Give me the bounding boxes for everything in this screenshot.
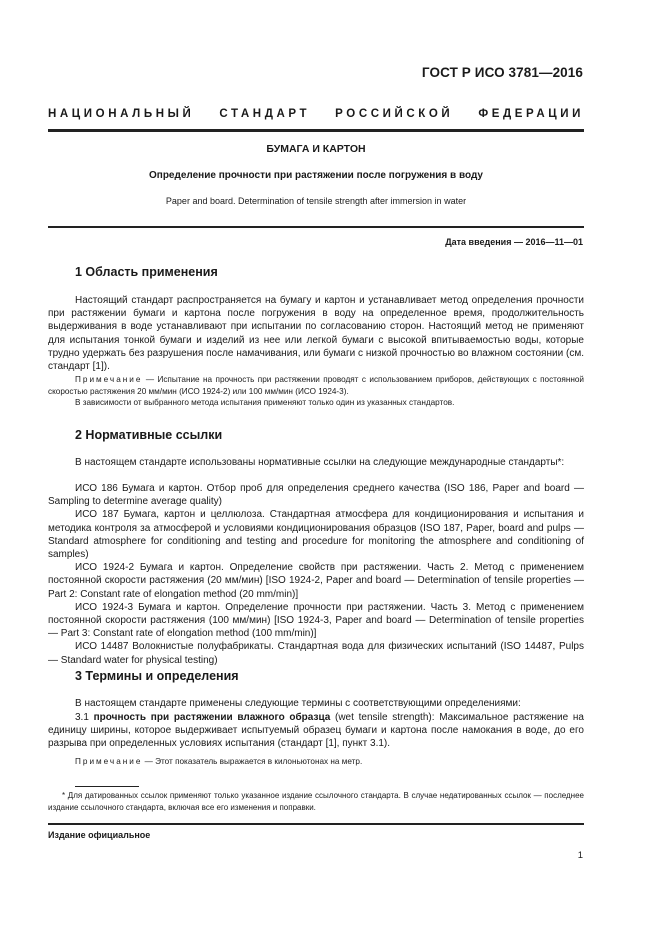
- header-divider: [48, 129, 584, 132]
- document-title-english: Paper and board. Determination of tensile strength after immersion in water: [165, 196, 467, 206]
- footnote-separator: [75, 786, 139, 787]
- section-2-heading: 2 Нормативные ссылки: [75, 428, 223, 442]
- reference-list: [48, 482, 584, 667]
- national-standard-banner: [48, 108, 584, 120]
- section-1-note-continued: В зависимости от выбранного метода испытания применяют только один из указанных стандартов.: [75, 398, 455, 407]
- banner-word: СТАНДАРТ: [219, 108, 311, 120]
- term-name: прочность при растяжении влажного образца: [93, 712, 331, 723]
- section-3-note: [48, 756, 584, 768]
- document-subtitle: Определение прочности при растяжении после погружения в воду: [149, 170, 483, 181]
- official-edition-label: Издание официальное: [48, 830, 151, 840]
- term-definition-text: (wet tensile strength): Максимальное растяжение на единицу ширины, которое выдерживает испытуемый образец бумаги и картона после намокания в воде, до его разрыва при определенных условиях испытания (стандарт [1], пункт 3.1).: [48, 712, 584, 750]
- reference-item: ИСО 1924-2 Бумага и картон. Определение свойств при растяжении. Часть 2. Метод с применением постоянной скорости растяжения (20 мм/мин) [ISO 1924-2, Paper and board — Determination of tensile properties — Part 2: Constant rate of elongation method (20 mm/min)]: [48, 562, 584, 600]
- section-1-note: [48, 374, 584, 398]
- term-definition: [48, 711, 584, 751]
- section-1-heading: 1 Область применения: [75, 265, 218, 279]
- reference-item: ИСО 187 Бумага, картон и целлюлоза. Стандартная атмосфера для кондиционирования и испытания и методика контроля за атмосферой и условиями кондиционирования образцов (ISO 187, Paper, board and pulps — Standard atmosphere for conditioning and testing and procedure for monitoring the atmosphere and conditioning of samples): [48, 509, 584, 561]
- note-label: Примечание: [75, 757, 143, 766]
- banner-word: ФЕДЕРАЦИИ: [478, 108, 584, 120]
- footnote: * Для датированных ссылок применяют только указанное издание ссылочного стандарта. В случае недатированных ссылок — последнее издание ссылочного стандарта, включая все его изменения и поправки.: [48, 791, 584, 812]
- section-3-heading: 3 Термины и определения: [75, 669, 239, 683]
- reference-item: ИСО 14487 Волокнистые полуфабрикаты. Стандартная вода для физических испытаний (ISO 14487, Pulps — Standard water for physical testing): [48, 641, 584, 666]
- reference-item: ИСО 1924-3 Бумага и картон. Определение прочности при растяжении. Часть 3. Метод с применением постоянной скорости растяжения (100 мм/мин) [ISO 1924-3, Paper and board — Determination of tensile properties — Part 3: Constant rate of elongation method (100 mm/min)]: [48, 601, 584, 640]
- page-number: 1: [577, 850, 583, 861]
- title-divider: [48, 226, 584, 228]
- footer-divider: [48, 823, 584, 825]
- reference-item: ИСО 186 Бумага и картон. Отбор проб для определения среднего качества (ISO 186, Paper and board — Sampling to determine average quality): [48, 483, 584, 508]
- section-1-text: Настоящий стандарт распространяется на бумагу и картон и устанавливает метод определения прочности при растяжении бумаги и картона после погружения в воду на определенное время, продолжительность выдерживания в воде устанавливают при испытании по согласованию сторон. Настоящий метод не применяют для испытания тонкой бумаги и изделий из нее или легкой бумаги с высокой впитываемостью воды, которые трудно удержать без разрушения после намачивания, или бумаги с низкой прочностью во влажном состоянии (см. стандарт [1]).: [48, 295, 584, 373]
- banner-word: РОССИЙСКОЙ: [335, 108, 454, 120]
- note-label: Примечание: [75, 375, 143, 384]
- term-number: 3.1: [75, 712, 89, 723]
- banner-word: НАЦИОНАЛЬНЫЙ: [48, 108, 195, 120]
- section-2-intro: В настоящем стандарте использованы нормативные ссылки на следующие международные стандарты*:: [75, 457, 565, 468]
- note-text: — Испытание на прочность при растяжении проводят с использованием приборов, действующих с постоянной скоростью растяжения 20 мм/мин (ИСО 1924-2) или 100 мм/мин (ИСО 1924-3).: [48, 375, 584, 396]
- standard-number: ГОСТ Р ИСО 3781—2016: [421, 65, 583, 80]
- section-3-intro: В настоящем стандарте применены следующие термины с соответствующими определениями:: [75, 698, 521, 709]
- note-text: — Этот показатель выражается в килоньютонах на метр.: [142, 757, 363, 766]
- section-1-paragraph: [48, 294, 584, 373]
- effective-date: Дата введения — 2016—11—01: [445, 237, 583, 247]
- document-title: БУМАГА И КАРТОН: [266, 143, 366, 155]
